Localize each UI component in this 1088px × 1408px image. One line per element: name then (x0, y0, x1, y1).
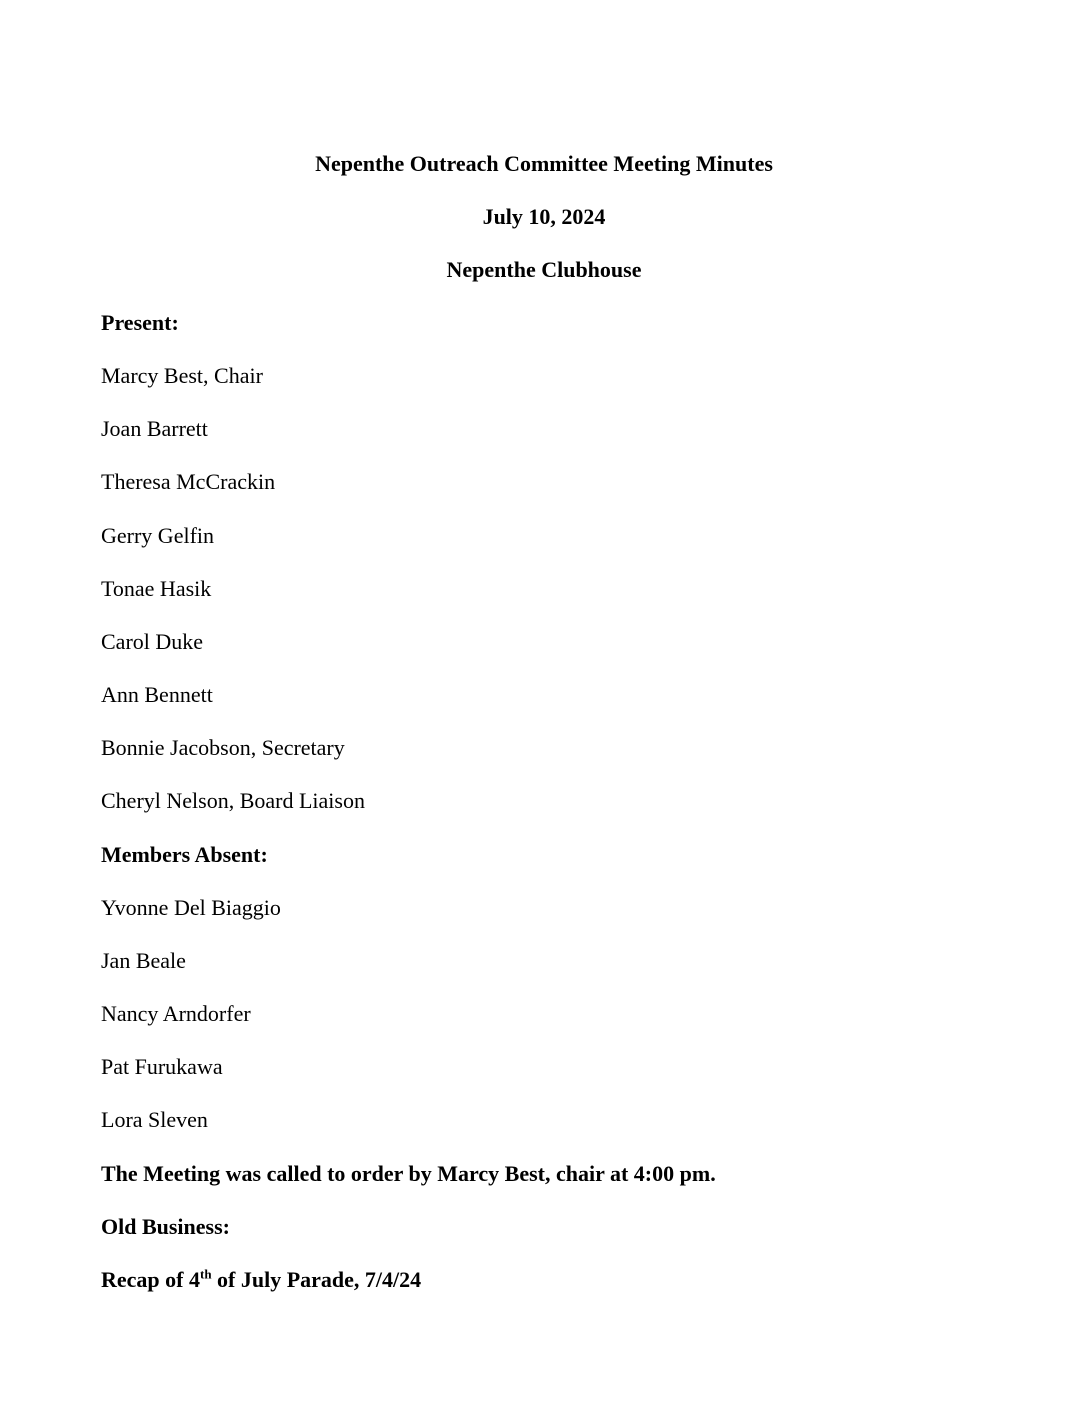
recap-prefix: Recap of 4 (101, 1267, 200, 1292)
present-member: Ann Bennett (101, 682, 213, 707)
present-member: Marcy Best, Chair (101, 363, 263, 388)
present-member: Theresa McCrackin (101, 469, 276, 494)
call-to-order: The Meeting was called to order by Marcy Best, chair at 4:00 pm. (101, 1161, 716, 1186)
absent-member: Yvonne Del Biaggio (101, 895, 281, 920)
absent-heading: Members Absent: (101, 842, 268, 867)
recap-suffix: of July Parade, 7/4/24 (211, 1267, 422, 1292)
meeting-date: July 10, 2024 (482, 204, 606, 229)
document-title: Nepenthe Outreach Committee Meeting Minutes (315, 151, 773, 176)
present-member: Joan Barrett (101, 416, 208, 441)
absent-member: Pat Furukawa (101, 1054, 223, 1079)
present-heading: Present: (101, 310, 179, 335)
present-member: Tonae Hasik (101, 576, 212, 601)
parade-recap-heading (101, 1266, 421, 1294)
present-member: Carol Duke (101, 629, 204, 654)
present-member: Bonnie Jacobson, Secretary (101, 735, 345, 760)
absent-member: Lora Sleven (101, 1107, 208, 1132)
absent-member: Jan Beale (101, 948, 186, 973)
absent-member: Nancy Arndorfer (101, 1001, 251, 1026)
meeting-location: Nepenthe Clubhouse (446, 257, 642, 282)
old-business-heading: Old Business: (101, 1214, 230, 1239)
recap-ordinal-suffix: th (199, 1266, 212, 1282)
present-member: Cheryl Nelson, Board Liaison (101, 788, 365, 813)
present-member: Gerry Gelfin (101, 523, 215, 548)
